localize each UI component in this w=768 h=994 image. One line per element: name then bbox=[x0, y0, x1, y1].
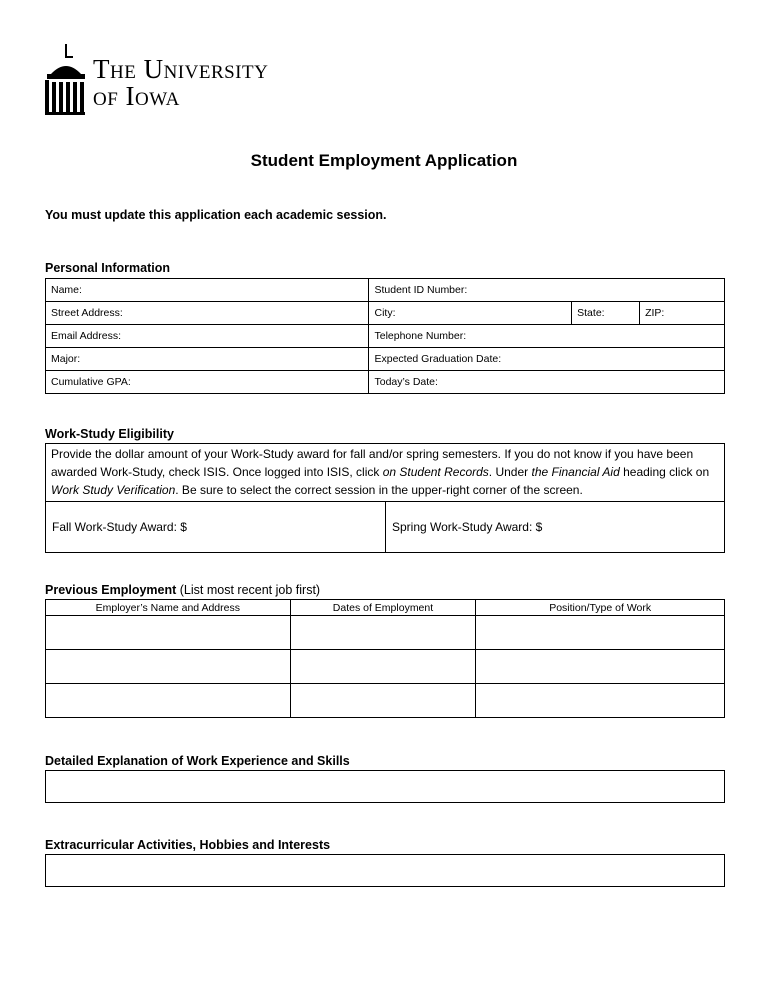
employer-cell[interactable] bbox=[46, 616, 291, 650]
todays-date-label: Today’s Date: bbox=[374, 376, 438, 388]
logo-line-2: of Iowa bbox=[93, 81, 180, 111]
fall-award-label: Fall Work-Study Award: $ bbox=[52, 520, 187, 534]
name-label: Name: bbox=[51, 284, 82, 296]
table-row bbox=[46, 302, 725, 325]
previous-employment-heading bbox=[45, 583, 320, 597]
work-study-box bbox=[45, 443, 725, 553]
work-study-heading: Work-Study Eligibility bbox=[45, 427, 174, 441]
table-row bbox=[46, 325, 725, 348]
table-header-row bbox=[46, 600, 725, 616]
instructions-italic: on Student Records bbox=[382, 465, 489, 479]
spring-award-label: Spring Work-Study Award: $ bbox=[392, 520, 543, 534]
state-label: State: bbox=[577, 307, 605, 319]
experience-field[interactable] bbox=[45, 770, 725, 803]
dates-cell[interactable] bbox=[290, 684, 476, 718]
previous-employment-title: Previous Employment bbox=[45, 583, 177, 597]
experience-heading: Detailed Explanation of Work Experience and Skills bbox=[45, 754, 350, 768]
phone-label: Telephone Number: bbox=[374, 330, 467, 342]
major-label: Major: bbox=[51, 353, 81, 365]
grad-date-label: Expected Graduation Date: bbox=[374, 353, 502, 365]
personal-info-heading: Personal Information bbox=[45, 261, 171, 275]
instructions-text: heading click on bbox=[619, 465, 710, 479]
dates-cell[interactable] bbox=[290, 616, 476, 650]
spring-award-field[interactable] bbox=[386, 502, 542, 552]
table-row bbox=[46, 650, 725, 684]
zip-field[interactable] bbox=[640, 302, 725, 325]
table-row bbox=[46, 371, 725, 394]
column-header: Employer’s Name and Address bbox=[46, 600, 291, 616]
work-study-award-row bbox=[46, 502, 724, 552]
position-cell[interactable] bbox=[476, 650, 725, 684]
student-id-label: Student ID Number: bbox=[374, 284, 468, 296]
old-capitol-icon bbox=[45, 44, 87, 116]
city-label: City: bbox=[374, 307, 396, 319]
employer-cell[interactable] bbox=[46, 684, 291, 718]
instructions-text: Provide the dollar amount of your Work-Study award for fall and/or spring semesters. If you do not know if you have been awarded Work-Study, check ISIS. Once logged into ISIS, click bbox=[51, 447, 694, 479]
work-study-instructions bbox=[46, 444, 724, 502]
gpa-label: Cumulative GPA: bbox=[51, 376, 131, 388]
table-row bbox=[46, 616, 725, 650]
zip-label: ZIP: bbox=[645, 307, 665, 319]
personal-info-table bbox=[45, 278, 725, 394]
position-cell[interactable] bbox=[476, 684, 725, 718]
update-notice: You must update this application each academic session. bbox=[45, 208, 387, 222]
gpa-field[interactable] bbox=[46, 371, 369, 394]
table-row bbox=[46, 684, 725, 718]
todays-date-field[interactable] bbox=[369, 371, 725, 394]
street-address-label: Street Address: bbox=[51, 307, 123, 319]
city-field[interactable] bbox=[369, 302, 572, 325]
state-field[interactable] bbox=[572, 302, 640, 325]
street-address-field[interactable] bbox=[46, 302, 369, 325]
university-logo bbox=[45, 44, 325, 118]
phone-field[interactable] bbox=[369, 325, 725, 348]
employer-cell[interactable] bbox=[46, 650, 291, 684]
name-field[interactable] bbox=[46, 279, 369, 302]
fall-award-field[interactable] bbox=[46, 502, 386, 552]
instructions-italic: the Financial Aid bbox=[531, 465, 620, 479]
column-header: Dates of Employment bbox=[290, 600, 476, 616]
table-row bbox=[46, 348, 725, 371]
instructions-text: . Be sure to select the correct session in the upper-right corner of the screen. bbox=[175, 483, 583, 497]
instructions-italic: Work Study Verification bbox=[51, 483, 176, 497]
major-field[interactable] bbox=[46, 348, 369, 371]
column-header: Position/Type of Work bbox=[476, 600, 725, 616]
page-title: Student Employment Application bbox=[250, 151, 518, 170]
student-id-field[interactable] bbox=[369, 279, 725, 302]
email-field[interactable] bbox=[46, 325, 369, 348]
activities-field[interactable] bbox=[45, 854, 725, 887]
instructions-text: . Under bbox=[488, 465, 532, 479]
table-row bbox=[46, 279, 725, 302]
logo-wordmark bbox=[93, 56, 268, 110]
email-label: Email Address: bbox=[51, 330, 122, 342]
previous-employment-note: (List most recent job first) bbox=[176, 583, 321, 597]
dates-cell[interactable] bbox=[290, 650, 476, 684]
grad-date-field[interactable] bbox=[369, 348, 725, 371]
activities-heading: Extracurricular Activities, Hobbies and Interests bbox=[45, 838, 331, 852]
position-cell[interactable] bbox=[476, 616, 725, 650]
previous-employment-table bbox=[45, 599, 725, 718]
logo-line-1: The University bbox=[93, 54, 269, 84]
